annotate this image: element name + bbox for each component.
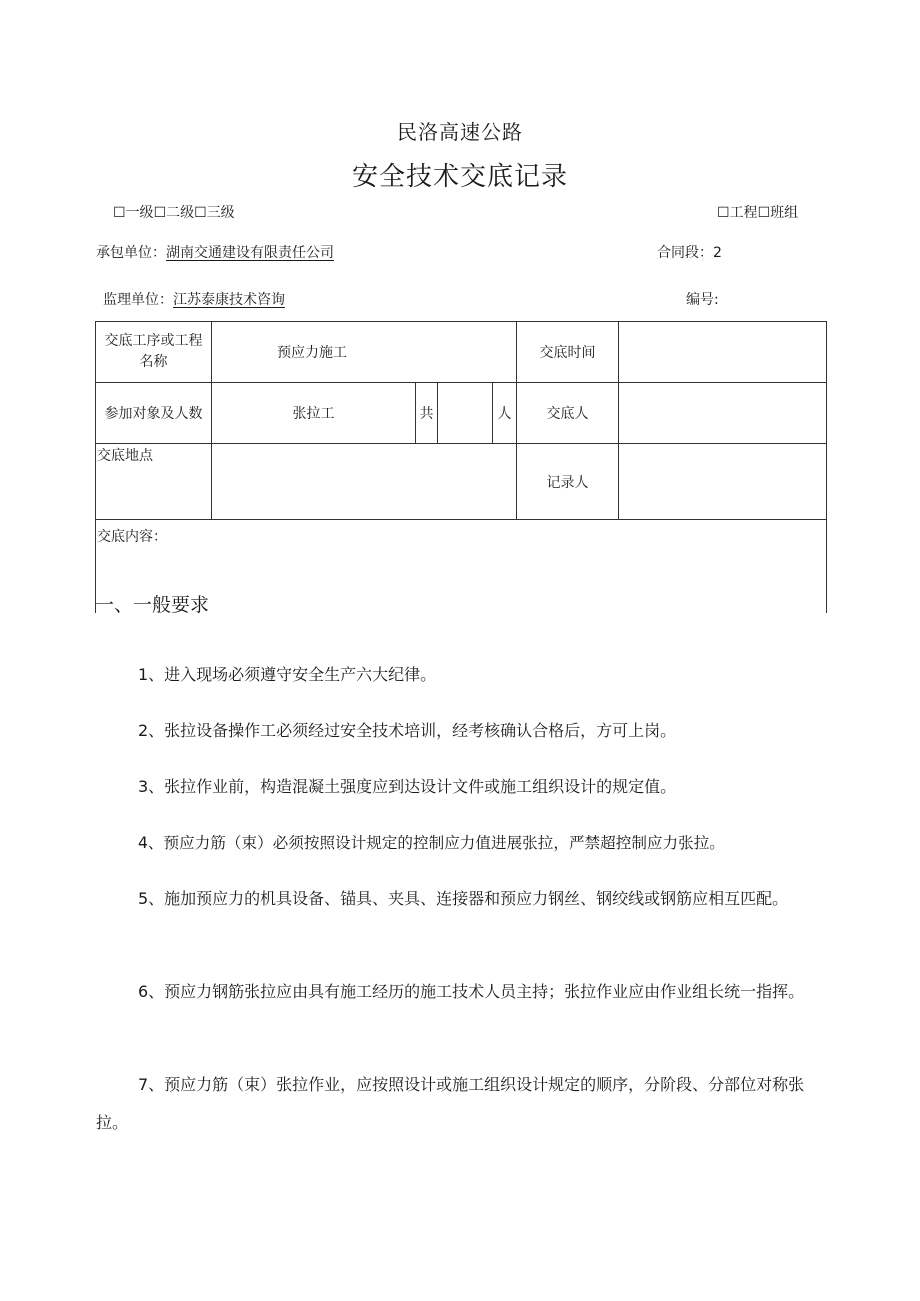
contractor-label: 承包单位： [96,245,166,261]
contractor-row [96,242,334,262]
level-option-1: 一级 [125,205,154,221]
serial-number-label: 编号: [686,292,719,308]
recorder-label: 记录人 [546,474,589,491]
supervisor-row [103,289,285,309]
level-option-3: 三级 [206,205,235,221]
list-item: 3、张拉作业前，构造混凝土强度应到达设计文件或施工组织设计的规定值。 [138,777,677,796]
checkbox-icon[interactable]: ☐ [113,205,126,221]
level-options [113,202,235,222]
time-label: 交底时间 [539,345,596,361]
list-item: 7、预应力筋（束）张拉作业，应按照设计或施工组织设计规定的顺序，分阶段、分部位对称张拉。 [96,1075,805,1132]
scope-options [717,202,798,222]
total-suffix: 人 [497,406,512,422]
total-prefix: 共 [419,406,434,422]
supervisor-label: 监理单位： [103,292,173,308]
list-item: 6、预应力钢筋张拉应由具有施工经历的施工技术人员主持；张拉作业应由作业组长统一指挥。 [138,982,805,1001]
process-label-line-2: 名称 [139,354,168,370]
time-value[interactable] [619,322,826,382]
presenter-label: 交底人 [546,406,589,422]
level-option-2: 二级 [166,205,195,221]
supervisor-value: 江苏泰康技术咨询 [173,292,285,308]
checkbox-icon[interactable]: ☐ [717,205,730,221]
checkbox-icon[interactable]: ☐ [194,205,207,221]
scope-option-project: 工程 [729,205,758,221]
location-value[interactable] [212,444,516,519]
location-label: 交底地点 [97,448,153,464]
contract-section-value: 2 [713,245,722,261]
section-heading: 一、一般要求 [95,594,210,616]
process-label [96,322,211,382]
page-title: 安全技术交底记录 [351,162,568,192]
participants-label: 参加对象及人数 [104,406,203,422]
process-label-line-1: 交底工序或工程 [104,333,203,349]
participants-value: 张拉工 [292,406,335,422]
participant-count[interactable] [438,383,492,443]
checkbox-icon[interactable]: ☐ [757,205,771,221]
project-subtitle: 民洛高速公路 [397,120,523,144]
contract-section [657,242,722,262]
list-item: 5、施加预应力的机具设备、锚具、夹具、连接器和预应力钢丝、钢绞线或钢筋应相互匹配。 [138,889,789,908]
list-item: 4、预应力筋（束）必须按照设计规定的控制应力值进展张拉，严禁超控制应力张拉。 [138,834,725,852]
presenter-value[interactable] [619,383,826,443]
recorder-value[interactable] [619,444,826,519]
process-value: 预应力施工 [277,345,347,361]
scope-option-team: 班组 [770,205,799,221]
list-item: 2、张拉设备操作工必须经过安全技术培训，经考核确认合格后，方可上岗。 [138,721,677,740]
content-label: 交底内容： [97,529,167,545]
contractor-value: 湖南交通建设有限责任公司 [166,245,334,261]
checkbox-icon[interactable]: ☐ [153,205,167,221]
contract-section-label: 合同段： [657,245,713,261]
list-item: 1、进入现场必须遵守安全生产六大纪律。 [138,665,437,684]
